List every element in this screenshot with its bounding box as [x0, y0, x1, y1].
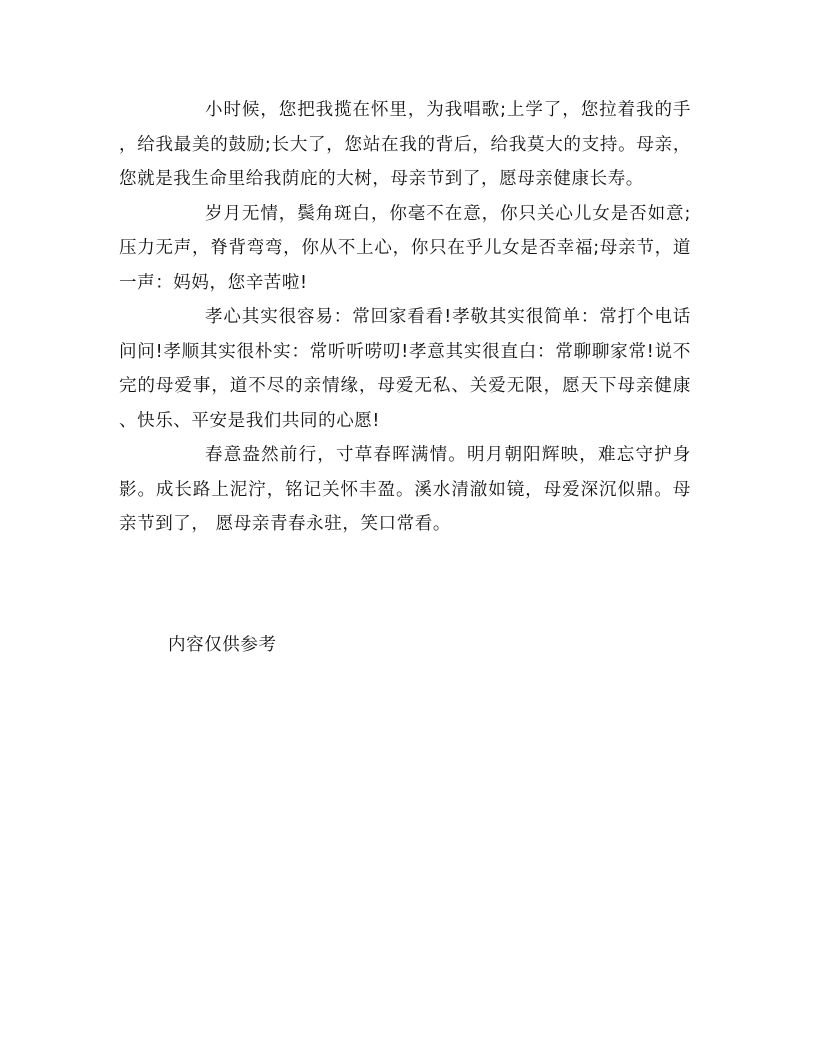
- footer-note: 内容仅供参考: [168, 635, 277, 655]
- paragraph-4: 春意盎然前行，寸草春晖满情。明月朝阳辉映，难忘守护身影。成长路上泥泞，铭记关怀丰盈。溪水清澈如镜，母爱深沉似鼎。母亲节到了， 愿母亲青春永驻，笑口常看。: [119, 445, 691, 534]
- document-body: [119, 93, 691, 542]
- paragraph-1: 小时候，您把我揽在怀里，为我唱歌;上学了，您拉着我的手，给我最美的鼓励;长大了，您站在我的背后，给我莫大的支持。母亲，您就是我生命里给我荫庇的大树，母亲节到了，愿母亲健康长寿。: [119, 100, 691, 189]
- paragraph-2: 岁月无情，鬓角斑白，你毫不在意，你只关心儿女是否如意;压力无声，脊背弯弯，你从不上心，你只在乎儿女是否幸福;母亲节，道一声：妈妈，您辛苦啦!: [119, 203, 691, 293]
- paragraph-3: 孝心其实很容易：常回家看看!孝敬其实很简单：常打个电话问问!孝顺其实很朴实：常听听唠叨!孝意其实很直白：常聊聊家常!说不完的母爱事，道不尽的亲情缘，母爱无私、关爱无限，愿天下母亲健康、快乐、平安是我们共同的心愿!: [119, 307, 691, 431]
